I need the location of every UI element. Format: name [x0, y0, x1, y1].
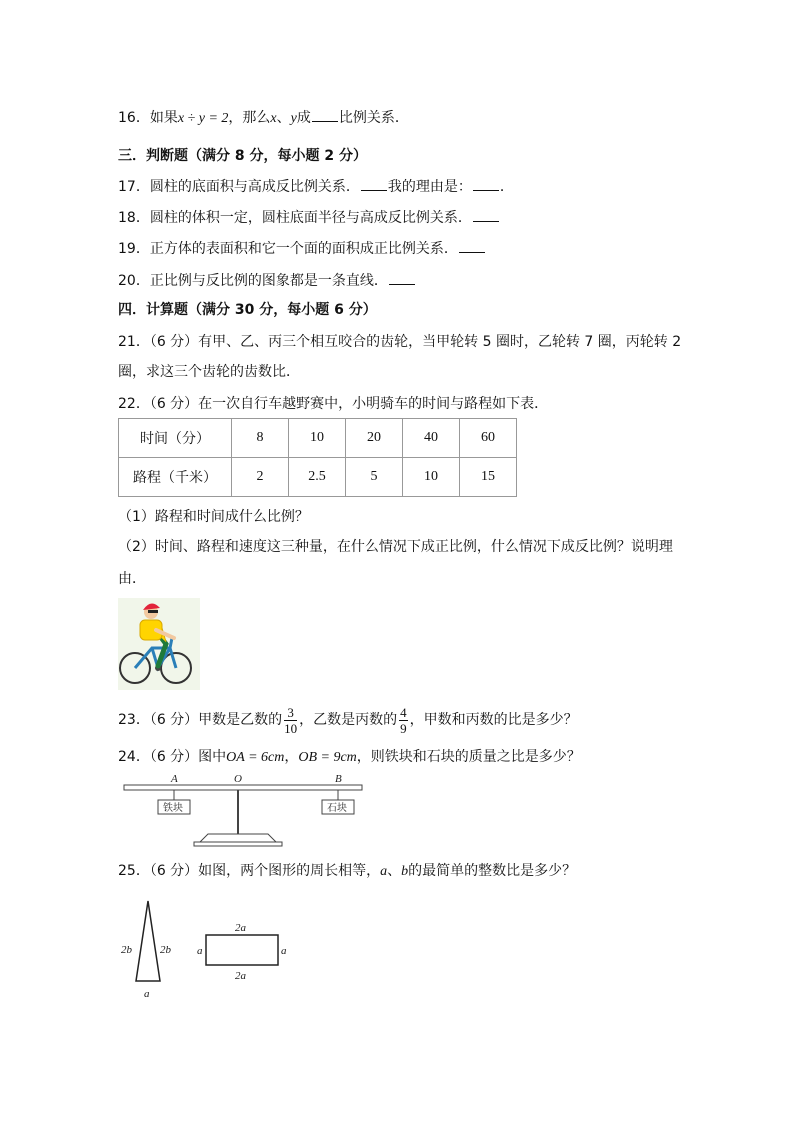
fraction-numerator: 4 [400, 704, 407, 720]
q19-text: 19．正方体的表面积和它一个面的面积成正比例关系． [118, 241, 458, 257]
answer-blank[interactable] [389, 270, 415, 285]
iron-block-label: 铁块 [163, 803, 183, 814]
question-24 [118, 747, 581, 768]
table-cell: 2 [232, 458, 289, 497]
q16-prefix: 16．如果 [118, 110, 178, 126]
point-a-label: A [171, 773, 178, 785]
rect-left-label: a [197, 945, 203, 957]
rect-right-label: a [281, 945, 287, 957]
question-21-line2: 圈，求这三个齿轮的齿数比． [118, 364, 300, 380]
q24-part2: ， [284, 749, 299, 765]
section-4-title: 四．计算题（满分 30 分，每小题 6 分） [118, 302, 377, 318]
question-22: 22．（6 分）在一次自行车越野赛中，小明骑车的时间与路程如下表． [118, 396, 549, 412]
question-21-line1: 21．（6 分）有甲、乙、丙三个相互咬合的齿轮，当甲轮转 5 圈时，乙轮转 7 圈，丙轮转 2 [118, 334, 682, 350]
q22-sub2-line2: 由． [118, 571, 146, 587]
fraction-3-10 [284, 705, 297, 736]
q16-suffix: 比例关系． [338, 110, 409, 126]
answer-blank[interactable] [473, 207, 499, 222]
q18-text: 18．圆柱的体积一定，圆柱底面半径与高成反比例关系． [118, 210, 472, 226]
triangle-base-label: a [144, 988, 150, 1000]
q16-mid: ，那么 [228, 110, 271, 126]
q17-text: 17．圆柱的底面积与高成反比例关系． [118, 179, 360, 195]
table-cell: 10 [403, 458, 460, 497]
question-16 [118, 107, 409, 129]
question-20 [118, 270, 416, 291]
stone-block-label: 石块 [327, 803, 347, 814]
q16-y: y [290, 111, 297, 126]
q16-cheng: 成 [296, 110, 311, 126]
table-row [119, 419, 517, 458]
question-17 [118, 176, 514, 197]
fraction-numerator: 3 [284, 705, 297, 721]
rect-bottom-label: 2a [235, 970, 246, 982]
q16-sep: 、 [276, 110, 291, 126]
answer-blank[interactable] [473, 176, 499, 191]
table-header-time: 时间（分） [119, 419, 232, 458]
triangle-right-label: 2b [160, 944, 171, 956]
q25-a: a [380, 864, 388, 879]
table-cell: 60 [460, 419, 517, 458]
lever-diagram [118, 770, 368, 854]
question-25 [118, 861, 576, 882]
q22-sub2-line1: （2）时间、路程和速度这三种量，在什么情况下成正比例，什么情况下成反比例？说明理 [118, 539, 673, 555]
answer-blank[interactable] [312, 107, 338, 122]
time-distance-table [118, 418, 517, 497]
table-row [119, 458, 517, 497]
fraction-4-9 [399, 705, 408, 736]
answer-blank[interactable] [459, 238, 485, 253]
q25-part2: 的最简单的整数比是多少？ [408, 863, 577, 879]
q23-part1: 23．（6 分）甲数是乙数的 [118, 712, 283, 728]
table-cell: 5 [346, 458, 403, 497]
question-19 [118, 238, 486, 259]
answer-blank[interactable] [361, 176, 387, 191]
fraction-denominator: 10 [284, 720, 298, 736]
q24-part1: 24．（6 分）图中 [118, 749, 227, 765]
table-cell: 8 [232, 419, 289, 458]
rect-top-label: 2a [235, 922, 246, 934]
perimeter-figure [118, 895, 298, 1005]
q17-mid: 我的理由是： [387, 179, 472, 195]
table-cell: 2.5 [289, 458, 346, 497]
cyclist-illustration [118, 598, 200, 690]
q16-equation: x ÷ y = 2 [177, 111, 229, 126]
q23-part2: ，乙数是丙数的 [299, 712, 398, 728]
q17-end: ． [499, 179, 514, 195]
q20-text: 20．正比例与反比例的图象都是一条直线． [118, 273, 388, 289]
q16-x: x [270, 111, 277, 126]
point-b-label: B [335, 773, 342, 785]
q25-sep: 、 [387, 863, 402, 879]
q25-part1: 25．（6 分）如图，两个图形的周长相等， [118, 863, 381, 879]
question-18 [118, 207, 500, 228]
q25-b: b [401, 864, 409, 879]
table-cell: 40 [403, 419, 460, 458]
table-cell: 20 [346, 419, 403, 458]
section-3-title: 三．判断题（满分 8 分，每小题 2 分） [118, 148, 367, 164]
table-cell: 10 [289, 419, 346, 458]
q22-sub1: （1）路程和时间成什么比例？ [118, 509, 309, 525]
table-cell: 15 [460, 458, 517, 497]
triangle-left-label: 2b [121, 944, 132, 956]
q23-part3: ，甲数和丙数的比是多少？ [409, 712, 578, 728]
q24-ob: OB = 9cm [298, 750, 357, 765]
question-23 [118, 703, 578, 737]
point-o-label: O [234, 773, 242, 785]
q24-part3: ，则铁块和石块的质量之比是多少？ [356, 749, 581, 765]
table-header-distance: 路程（千米） [119, 458, 232, 497]
fraction-denominator: 9 [400, 720, 407, 736]
q24-oa: OA = 6cm [226, 750, 285, 765]
